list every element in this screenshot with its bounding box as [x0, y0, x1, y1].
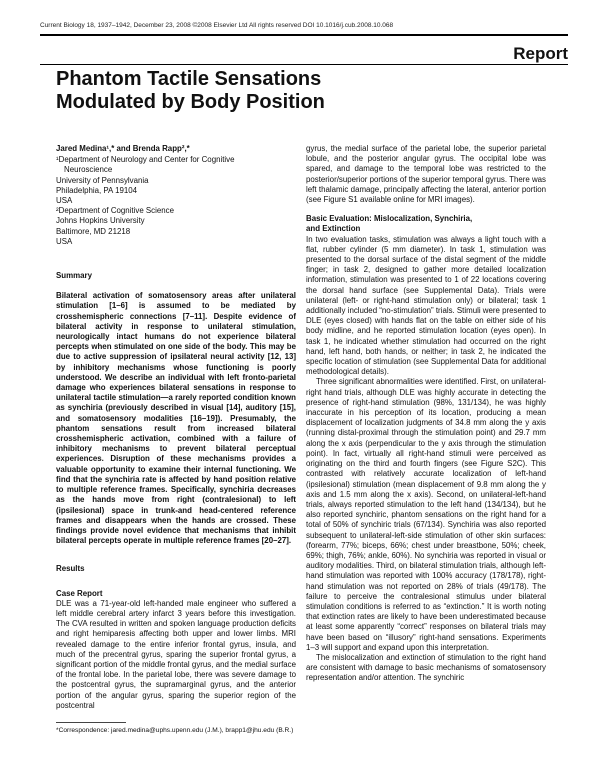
affiliation-line: ¹Department of Neurology and Center for Cognitive: [56, 155, 235, 165]
title-rule: [40, 64, 568, 65]
journal-citation: Current Biology 18, 1937–1942, December 23, 2008 ©2008 Elsevier Ltd All rights reserved DOI 10.1016/j.cub.2008.10.068: [40, 22, 394, 29]
affiliation-line: USA: [56, 196, 73, 206]
affiliation-line: Neuroscience: [64, 165, 113, 175]
affiliation-line: University of Pennsylvania: [56, 175, 149, 185]
evaluation-paragraph: Three significant abnormalities were identified. First, on unilateral-right hand trials, although DLE was highly accurate in detecting the presence of right-hand stimulation (98%, 131/134), he was highly inaccurate in his perception of its location, producing a mean displacement of localization judgments of 34.8 mm along the y axis (running distal-proximal through the stimulation point) and 29.7 mm along the x axis (perpendicular to the y axis through the stimulation point). In fact, virtually all right-hand stimuli were perceived as originating on the third and fourth fingers (see Figure S2C). This contrasted with relatively accurate localization of left-hand (ipsilesional) stimulation (mean displacement of 9.8 mm along the y axis and 1.5 mm along the x axis). Second, on unilateral-left-hand trials, always reported stimulation to the left hand (134/134), but he also reported synchiric, phantom sensations on the right hand for a total of 50% of synchiric trials (67/134). Synchiria was also reported subsequent to unilateral-left-side stimulation of other skin surfaces: (forearm, 77%; biceps, 66%; chest under breastbone, 50%; cheek, 69%; thigh, 76%; ankle, 60%). No synchiria was reported in visual or auditory modalities. Third, on bilateral stimulation trials, although left-hand stimulation was reported with 100% accuracy (178/178), right-hand stimulation was not reported on 28% of trials (49/178). The failure to perceive the contralesional stimulus under bilateral stimulation conditions is referred to as “extinction.” It is worth noting that extinction rates are likely to have been underestimated because at least some apparently “correct” responses on bilateral trials may have been based on “illusory” right-hand sensations. Experiments 1–3 will support and expand upon this interpretation.: [306, 377, 546, 652]
left-column: [56, 144, 296, 711]
summary-text: Bilateral activation of somatosensory areas after unilateral stimulation [1–6] is assumed to be mediated by crosshemispheric connections [7–11]. Despite evidence of bilateral activity in response to unilateral stimulation, neurologically intact humans do not experience bilateral percepts when stimulated on one side of the body. This may be due to active suppression of ipsilateral neural activity [12, 13] by inhibitory mechanisms whose functioning is poorly understood. We describe an individual with left fronto-parietal damage who experiences bilateral sensations in response to unilateral tactile stimulation—a rarely reported condition known as synchiria (previously described in visual [14], auditory [15], and somatosensory modalities [16–19]). Presumably, the phantom sensations result from increased bilateral crosshemispheric activation, combined with a failure of inhibitory mechanisms to prevent bilateral perceptual experiences. Disruption of these mechanisms provides a valuable opportunity to examine their internal functioning. We find that the synchiria rate is affected by hand position relative to multiple reference frames. Specifically, synchiria decreases as the hands move from right (contralesional) to left (ipsilesional) space in trunk-and head-centered reference frames and disappears when the hands are crossed. These findings provide novel evidence that mechanisms that inhibit bilateral percepts operate in multiple reference frames [20–27].: [56, 291, 296, 546]
case-report-heading: Case Report: [56, 588, 103, 598]
evaluation-heading-cont: and Extinction: [306, 224, 361, 234]
article-title: Phantom Tactile Sensations Modulated by Body Position: [56, 68, 325, 113]
affiliation-line: Johns Hopkins University: [56, 216, 145, 226]
results-heading: Results: [56, 564, 85, 574]
affiliations: [56, 155, 296, 247]
case-report-text: DLE was a 71-year-old left-handed male engineer who suffered a left middle cerebral artery infarct 3 years before this investigation. The CVA resulted in written and spoken language production deficits and right hemiparesis affecting both upper and lower limbs. MRI revealed damage to the entire inferior frontal gyrus, insula, and much of the precentral gyrus, sparing the superior frontal gyrus, a significant portion of the middle frontal gyrus, and the medial surface of the frontal lobe. In the parietal lobe, there was severe damage to the postcentral gyrus, the supramarginal gyrus, and the anterior portion of the angular gyrus, sparing the superior region of the postcentral: [56, 598, 296, 710]
case-report-continuation: gyrus, the medial surface of the parietal lobe, the superior parietal lobule, and the posterior angular gyrus. The occipital lobe was spared, and damage to the temporal lobe was restricted to the posterior/superior portions of the superior temporal gyrus. There was left thalamic damage, principally affecting the lateral, anterior portion (see Figure S1 available online for MRI images).: [306, 144, 546, 205]
right-column: [306, 144, 546, 684]
evaluation-paragraph: In two evaluation tasks, stimulation was always a light touch with a flat, rubber cylinder (5 mm diameter). In task 1, stimulation was presented to the dorsal surface of the distal segment of the middle finger; in task 2, designed to gather more detailed localization information, stimulation was presented to 1 of 22 locations covering the dorsal hand surface (see Supplemental Data). Trials were unilateral (left- or right-hand stimulation only) or bilateral; task 1 additionally included “no-stimulation” trials. Stimuli were presented to DLE (eyes closed) with hands flat on the table on either side of his body midline, and he reported stimulation location (eyes open). In task 1, he indicated whether stimulation had occurred on the right hand, left hand, both hands, or neither; in task 2, he indicated the specific location of stimulation (see Supplemental Data for additional methodological details).: [306, 234, 546, 377]
footnote-rule: [56, 722, 126, 723]
affiliation-line: USA: [56, 236, 73, 246]
correspondence-footnote: *Correspondence: jared.medina@uphs.upenn.edu (J.M.), brapp1@jhu.edu (B.R.): [56, 727, 294, 734]
summary-heading: Summary: [56, 271, 92, 281]
header-rule: [40, 34, 568, 36]
affiliation-line: Baltimore, MD 21218: [56, 226, 131, 236]
author-list: Jared Medina¹,* and Brenda Rapp²,*: [56, 144, 190, 153]
affiliation-line: Philadelphia, PA 19104: [56, 185, 138, 195]
evaluation-heading: Basic Evaluation: Mislocalization, Synchiria,: [306, 214, 473, 224]
evaluation-paragraph: The mislocalization and extinction of stimulation to the right hand are consistent with damage to basic mechanisms of somatosensory representation and/or attention. The synchiric: [306, 652, 546, 683]
affiliation-line: ²Department of Cognitive Science: [56, 206, 174, 216]
section-label: Report: [513, 44, 568, 63]
